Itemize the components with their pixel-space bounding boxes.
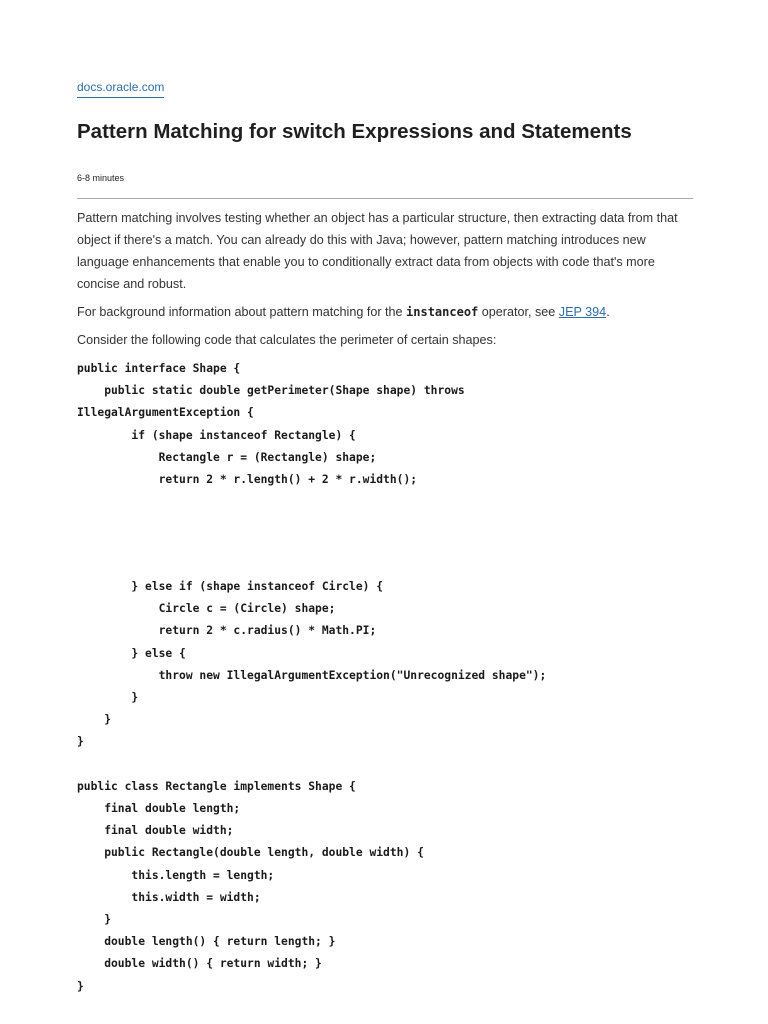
background-paragraph: [77, 301, 693, 323]
background-suffix: .: [606, 305, 610, 319]
intro-paragraph: Pattern matching involves testing whether an object has a particular structure, then extracting data from that object if there's a match. You can already do this with Java; however, pattern matching introduces new language enhancements that enable you to conditionally extract data from objects with code that's more concise and robust.: [77, 211, 678, 291]
code-block-shape-interface: public interface Shape { public static double getPerimeter(Shape shape) throws IllegalArgumentException { if (shape instanceof Rectangle) { Rectangle r = (Rectangle) shape; return 2 * r.length() + 2 * r.width();: [77, 362, 465, 487]
background-prefix: For background information about pattern matching for the: [77, 305, 407, 319]
consider-paragraph: Consider the following code that calculates the perimeter of certain shapes:: [77, 333, 497, 347]
jep-394-link[interactable]: JEP 394: [558, 305, 607, 319]
page-title: Pattern Matching for switch Expressions and Statements: [77, 120, 632, 143]
reading-time: 6-8 minutes: [77, 173, 125, 183]
background-middle: operator, see: [478, 305, 559, 319]
article-body: [77, 207, 693, 357]
source-link[interactable]: docs.oracle.com: [77, 80, 164, 98]
code-block-shape-continued: } else if (shape instanceof Circle) { Circle c = (Circle) shape; return 2 * c.radius() * Math.PI; } else { throw new IllegalArgumentException("Unrecognized shape"); } } } public class Rectangle implements Shape { final double length; final double width; public Rectangle(double length, double width) { this.length = length; this.width = width; } double length() { return length; } double width() { return width; } }: [77, 580, 547, 993]
divider: [77, 198, 693, 199]
instanceof-code-term: instanceof: [406, 305, 479, 319]
